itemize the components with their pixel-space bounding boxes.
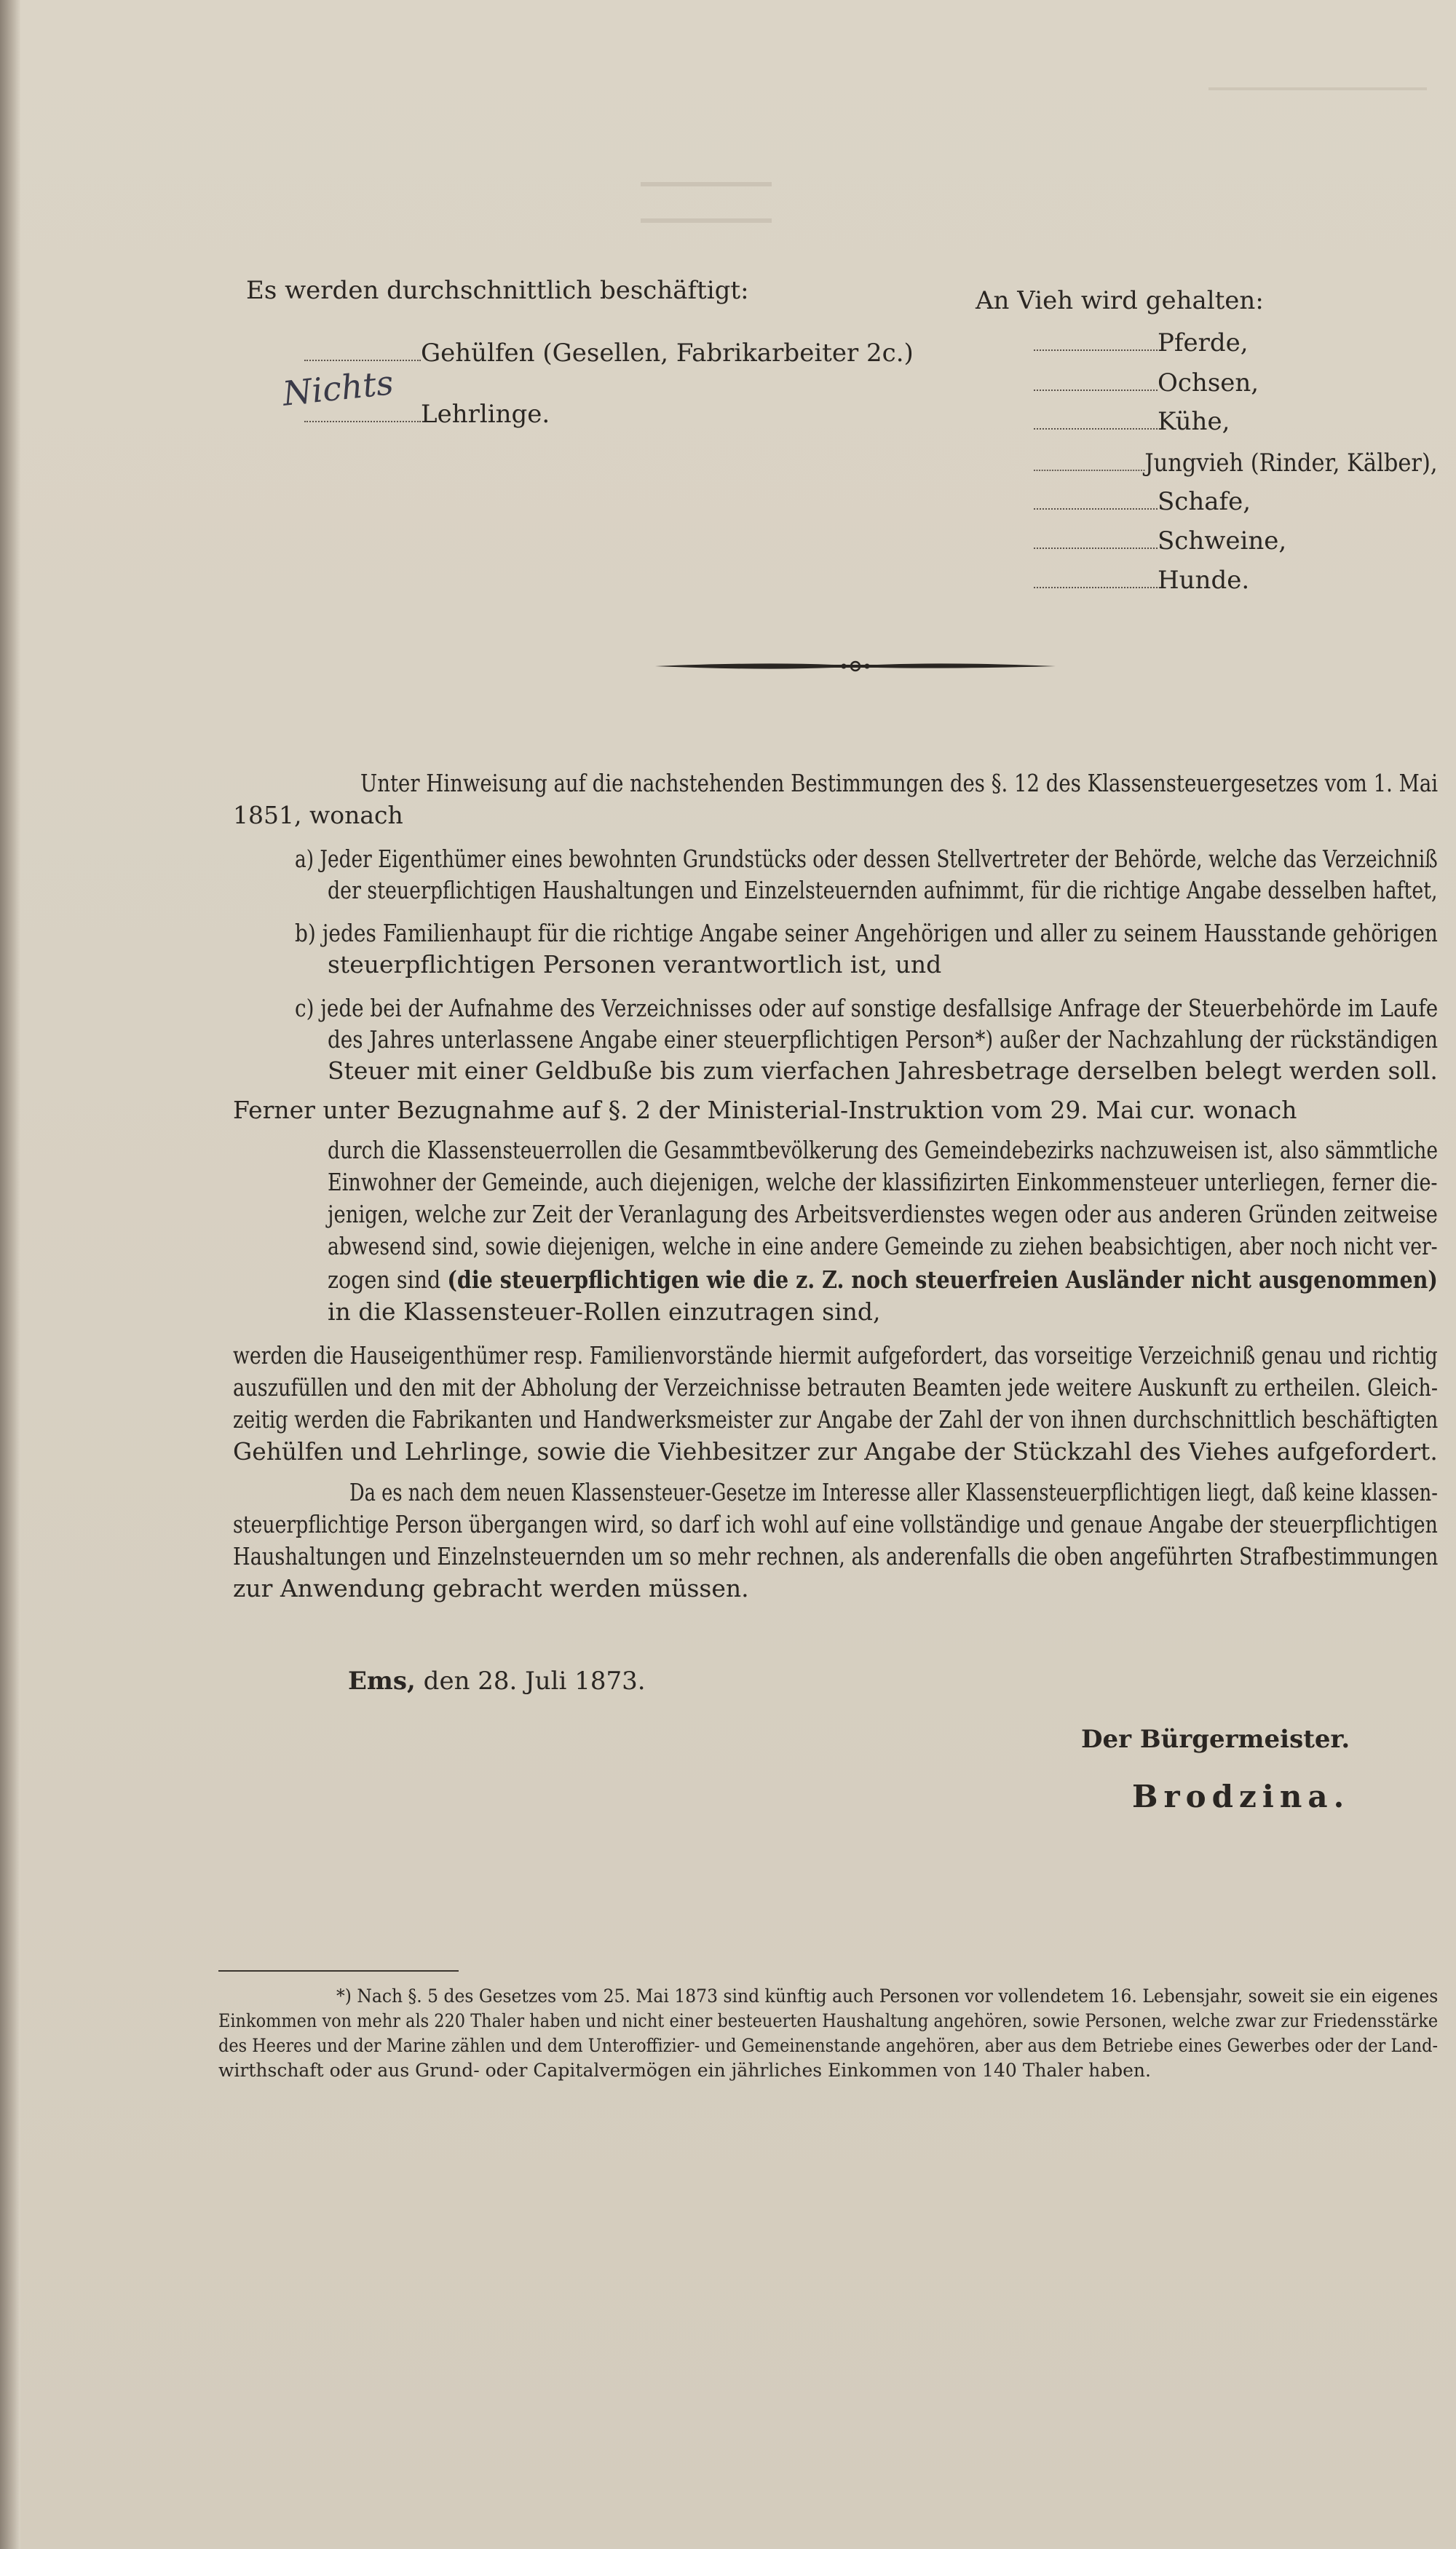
- body-line: Gehülfen und Lehrlinge, sowie die Viehbesitzer zur Angabe der Stückzahl des Viehes aufgefordert.: [233, 1437, 1438, 1466]
- bleed-through-mark: [641, 182, 772, 223]
- body-line: zeitig werden die Fabrikanten und Handwerksmeister zur Angabe der Zahl der von ihnen durchschnittlich beschäftigten: [233, 1405, 1439, 1434]
- left-block-item-gehuelfen: [304, 338, 914, 368]
- clause-c: des Jahres unterlassene Angabe einer steuerpflichtigen Person*) außer der Nachzahlung der rückständigen: [328, 1025, 1439, 1054]
- left-block-heading: Es werden durchschnittlich beschäftigt:: [246, 276, 749, 305]
- right-block-item: Hunde.: [1034, 565, 1249, 596]
- right-block-heading: An Vieh wird gehalten:: [976, 286, 1264, 315]
- clause-a: a) Jeder Eigenthümer eines bewohnten Grundstücks oder dessen Stellvertreter der Behörde, welche das Verzeichniß: [295, 845, 1438, 873]
- footnote-line: *) Nach §. 5 des Gesetzes vom 25. Mai 1873 sind künftig auch Personen vor vollendetem 16. Lebensjahr, soweit sie ein eigenes: [336, 1985, 1439, 2007]
- clause-a: der steuerpflichtigen Haushaltungen und Einzelsteuernden aufnimmt, für die richtige Angabe desselben haftet,: [328, 876, 1438, 904]
- right-block-item: Jungvieh (Rinder, Kälber),: [1034, 448, 1438, 478]
- signature-name: Brodzina.: [1132, 1779, 1350, 1814]
- right-block-item: Schafe,: [1034, 486, 1251, 517]
- right-block-item: Pferde,: [1034, 328, 1249, 358]
- clause-b: b) jedes Familienhaupt für die richtige Angabe seiner Angehörigen und aller zu seinem Hausstande gehörigen: [295, 919, 1438, 947]
- body-line: werden die Hauseigenthümer resp. Familienvorstände hiermit aufgefordert, das vorseitige Verzeichniß genau und richtig: [233, 1341, 1438, 1370]
- instruction-line: durch die Klassensteuerrollen die Gesammtbevölkerung des Gemeindebezirks nachzuweisen ist, also sämmtliche: [328, 1136, 1438, 1164]
- instruction-line: zogen sind (die steuerpflichtigen wie die z. Z. noch steuerfreien Ausländer nicht ausgenommen): [328, 1265, 1438, 1294]
- fill-line: [304, 415, 421, 422]
- body-line: Unter Hinweisung auf die nachstehenden Bestimmungen des §. 12 des Klassensteuergesetzes vom 1. Mai: [360, 769, 1439, 797]
- body-line: auszufüllen und den mit der Abholung der Verzeichnisse betrauten Beamten jede weitere Auskunft zu ertheilen. Gleich-: [233, 1373, 1439, 1402]
- body-line: zur Anwendung gebracht werden müssen.: [233, 1574, 749, 1602]
- body-line: 1851, wonach: [233, 801, 403, 829]
- dateline-place: Ems,: [348, 1667, 416, 1696]
- clause-c: Steuer mit einer Geldbuße bis zum vierfachen Jahresbetrage derselben belegt werden soll.: [328, 1056, 1438, 1085]
- left-block-item-label: Lehrlinge.: [421, 400, 550, 429]
- dateline-date: den 28. Juli 1873.: [415, 1667, 646, 1696]
- body-line: steuerpflichtige Person übergangen wird, so darf ich wohl auf eine vollständige und genaue Angabe der steuerpflichtigen: [233, 1510, 1438, 1538]
- handwritten-entry-lehrlinge: Nichts: [280, 363, 395, 414]
- page-edge-shadow: [0, 0, 20, 2549]
- instruction-line: in die Klassensteuer-Rollen einzutragen sind,: [328, 1297, 881, 1326]
- instruction-line: jenigen, welche zur Zeit der Veranlagung des Arbeitsverdienstes wegen oder aus anderen Gründen zeitweise: [328, 1200, 1438, 1228]
- clause-c: c) jede bei der Aufnahme des Verzeichnisses oder auf sonstige desfallsige Anfrage der Steuerbehörde im Laufe: [295, 994, 1439, 1022]
- signature-title: Der Bürgermeister.: [1081, 1725, 1350, 1754]
- right-block-item: Kühe,: [1034, 406, 1230, 437]
- left-block-item-label: Gehülfen (Gesellen, Fabrikarbeiter 2c.): [421, 339, 914, 368]
- emphasis-text: (die steuerpflichtigen wie die z. Z. noch steuerfreien Ausländer nicht ausgenommen): [447, 1265, 1438, 1294]
- body-line: Da es nach dem neuen Klassensteuer-Gesetze im Interesse aller Klassensteuerpflichtigen liegt, daß keine klassen-: [349, 1478, 1438, 1506]
- ferner-line: Ferner unter Bezugnahme auf §. 2 der Ministerial-Instruktion vom 29. Mai cur. wonach: [233, 1096, 1297, 1124]
- footnote-rule: [218, 1970, 459, 1972]
- right-block-item: Ochsen,: [1034, 368, 1259, 398]
- instruction-line: Einwohner der Gemeinde, auch diejenigen, welche der klassifizirten Einkommensteuer unterliegen, ferner die-: [328, 1168, 1438, 1196]
- bleed-through-mark: [1208, 87, 1427, 100]
- footnote-line: des Heeres und der Marine zählen und dem Unteroffizier- und Gemeinenstande angehören, aber aus dem Betriebe eines Gewerbes oder der Land-: [218, 2035, 1439, 2056]
- footnote-line: Einkommen von mehr als 220 Thaler haben und nicht einer besteuerten Haushaltung angehören, sowie Personen, welche zwar zur Friedensstärke: [218, 2010, 1439, 2031]
- right-block-item: Schweine,: [1034, 526, 1286, 556]
- clause-b: steuerpflichtigen Personen verantwortlich ist, und: [328, 950, 942, 979]
- body-line: Haushaltungen und Einzelnsteuernden um so mehr rechnen, als anderenfalls die oben angeführten Strafbestimmungen: [233, 1542, 1439, 1570]
- ornament-divider-icon: [652, 654, 1059, 679]
- footnote-line: wirthschaft oder aus Grund- oder Capitalvermögen ein jährliches Einkommen von 140 Thaler haben.: [218, 2060, 1151, 2081]
- dateline: [348, 1667, 646, 1696]
- instruction-line: abwesend sind, sowie diejenigen, welche in eine andere Gemeinde zu ziehen beabsichtigen, aber noch nicht ver-: [328, 1232, 1438, 1260]
- fill-line: [304, 354, 421, 361]
